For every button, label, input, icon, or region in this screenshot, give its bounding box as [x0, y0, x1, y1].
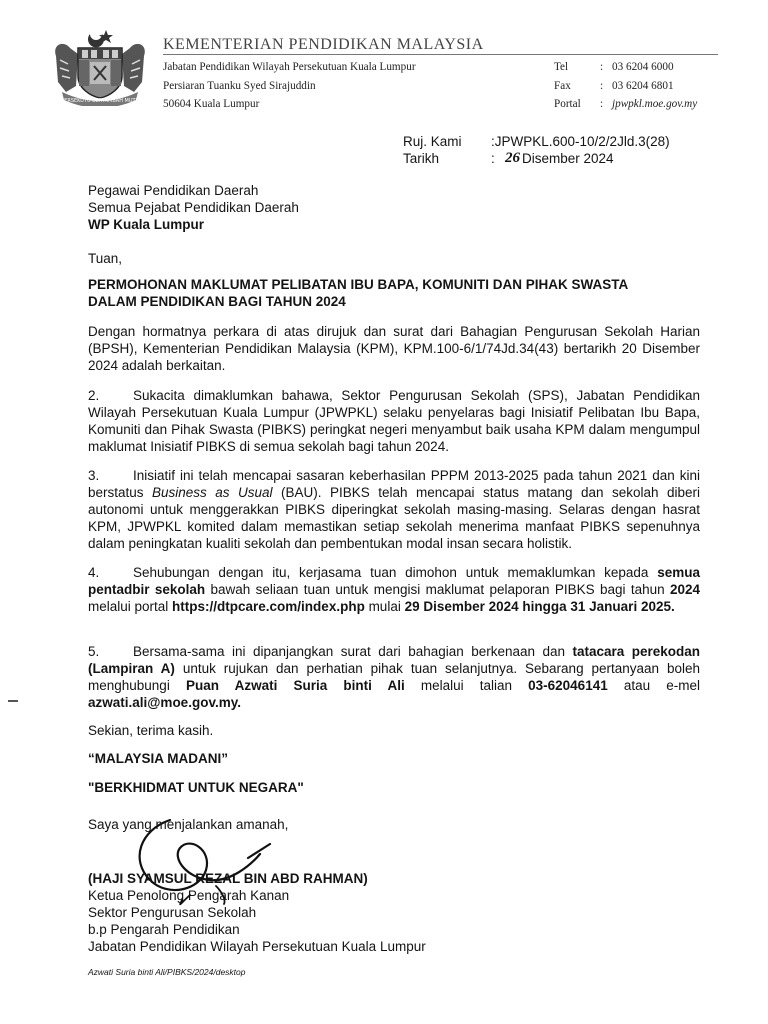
- malaysia-coat-of-arms-icon: [48, 26, 152, 106]
- recipient-line: Pegawai Pendidikan Daerah: [88, 183, 259, 198]
- paragraph-1: Dengan hormatnya perkara di atas dirujuk dan surat dari Bahagian Pengurusan Sekolah Harian (BPSH), Kementerian Pendidikan Malaysia (KPM), KPM.100-6/1/74Jd.34(43) bertarikh 20 Disember 2024 adalah berkaitan.: [88, 324, 700, 373]
- signatory-sector: Sektor Pengurusan Sekolah: [88, 905, 257, 920]
- letterhead-address: [163, 58, 416, 114]
- handwritten-signature-icon: [120, 800, 320, 910]
- signatory-title: Ketua Penolong Pengarah Kanan: [88, 888, 290, 903]
- reference-number: Ruj. Kami :JPWPKL.600-10/2/2Jld.3(28): [403, 134, 670, 149]
- contact-portal: Portal : jpwpkl.moe.gov.my: [554, 98, 698, 110]
- reference-date: Tarikh : 26 Disember 2024: [403, 150, 614, 166]
- subject-line: DALAM PENDIDIKAN BAGI TAHUN 2024: [88, 294, 346, 309]
- signatory-department: Jabatan Pendidikan Wilayah Persekutuan Kuala Lumpur: [88, 939, 426, 954]
- letterhead-contacts: [554, 58, 697, 114]
- contact-fax: Fax : 03 6204 6801: [554, 79, 674, 92]
- closing-line: Sekian, terima kasih.: [88, 723, 214, 738]
- recipient-line: WP Kuala Lumpur: [88, 217, 205, 232]
- letter-subject: [88, 276, 700, 310]
- handwritten-day: 26: [505, 150, 520, 166]
- contact-email: azwati.ali@moe.gov.my.: [88, 695, 241, 710]
- signatory-on-behalf: b.p Pengarah Pendidikan: [88, 922, 240, 937]
- recipient-line: Semua Pejabat Pendidikan Daerah: [88, 200, 299, 215]
- scan-artifact: [8, 700, 18, 702]
- document-footer-reference: Azwati Suria binti Ali/PIBKS/2024/desktop: [88, 967, 246, 977]
- letterhead: [0, 0, 768, 120]
- subject-line: PERMOHONAN MAKLUMAT PELIBATAN IBU BAPA, KOMUNITI DAN PIHAK SWASTA: [88, 277, 629, 292]
- reference-block: [403, 133, 670, 167]
- portal-link: https://dtpcare.com/index.php: [172, 599, 365, 614]
- paragraph-4: 4. Sehubungan dengan itu, kerjasama tuan dimohon untuk memaklumkan kepada semua pentadbir sekolah bawah seliaan tuan untuk mengisi maklumat pelaporan PIBKS bagi tahun 2024 melalui portal https://dtpcare.com/index.php mulai 29 Disember 2024 hingga 31 Januari 2025.: [88, 565, 700, 614]
- address-line: 50604 Kuala Lumpur: [163, 98, 260, 110]
- address-line: Persiaran Tuanku Syed Sirajuddin: [163, 79, 316, 92]
- recipient-block: [88, 182, 299, 233]
- salutation: Tuan,: [88, 251, 123, 266]
- letterhead-rule: [163, 54, 718, 55]
- paragraph-5: 5. Bersama-sama ini dipanjangkan surat dari bahagian berkenaan dan tatacara perekodan (Lampiran A) untuk rujukan dan perhatian pihak tuan selanjutnya. Sebarang pertanyaan boleh menghubungi Puan Azwati Suria binti Ali melalui talian 03-62046141 atau e-mel azwati.ali@moe.gov.my.: [88, 644, 700, 710]
- paragraph-3: 3. Inisiatif ini telah mencapai sasaran keberhasilan PPPM 2013-2025 pada tahun 2021 dan kini berstatus Business as Usual (BAU). PIBKS telah mencapai status matang dan sekolah diberi autonomi untuk menggerakkan PIBKS diperingkat sekolah masing-masing. Selaras dengan hasrat KPM, JPWPKL komited dalam memastikan setiap sekolah menerima manfaat PIBKS sepenuhnya dalam peningkatan kualiti sekolah dan pembentukan modal insan secara holistik.: [88, 468, 700, 551]
- ministry-name: KEMENTERIAN PENDIDIKAN MALAYSIA: [163, 36, 484, 53]
- valediction: Saya yang menjalankan amanah,: [88, 817, 289, 832]
- signatory-name: (HAJI SYAMSUL REZAL BIN ABD RAHMAN): [88, 871, 368, 886]
- motto-malaysia-madani: “MALAYSIA MADANI”: [88, 751, 229, 766]
- paragraph-2: 2. Sukacita dimaklumkan bahawa, Sektor Pengurusan Sekolah (SPS), Jabatan Pendidikan Wilayah Persekutuan Kuala Lumpur (JPWPKL) selaku penyelaras bagi Inisiatif Pelibatan Ibu Bapa, Komuniti dan Pihak Swasta (PIBKS) peringkat negeri menyambut baik usaha KPM dalam mengumpul maklumat Inisiatif PIBKS di semua sekolah bagi tahun 2024.: [88, 388, 700, 454]
- contact-tel: Tel : 03 6204 6000: [554, 61, 674, 73]
- motto-berkhidmat: "BERKHIDMAT UNTUK NEGARA": [88, 780, 304, 795]
- address-line: Jabatan Pendidikan Wilayah Persekutuan Kuala Lumpur: [163, 61, 416, 73]
- svg-text:BERSEKUTU BERTAMBAH MUTU: BERSEKUTU BERTAMBAH MUTU: [60, 98, 140, 104]
